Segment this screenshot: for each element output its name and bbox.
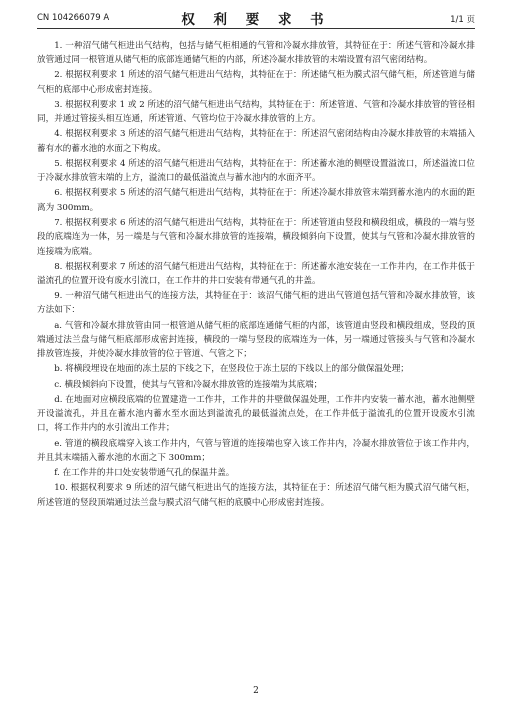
claim-9-step-d: d. 在地面对应横段底端的位置建造一工作井，工作井的井壁做保温处理，工作井内安装一蓄水池，蓄水池侧壁开设溢流孔，并且在蓄水池内蓄水至水面达到溢流孔的最低溢流点处，在工作井低于溢流孔的位置开设废水引流口，将工作井内的水引流出工作井；	[37, 394, 475, 434]
document-title: 权 利 要 求 书	[181, 12, 331, 28]
claim-9-step-f: f. 在工作井的井口处安装带通气孔的保温井盖。	[54, 468, 235, 479]
claim-10: 10. 根据权利要求 9 所述的沼气储气柜进出气的连接方法，其特征在于：所述沼气储气柜为膜式沼气储气柜，所述管道的竖段顶端通过法兰盘与膜式沼气储气柜的底膜中心形成密封连接。	[37, 483, 475, 508]
claim-9-step-c: c. 横段倾斜向下设置，使其与气管和冷凝水排放管的连接端为其底端；	[54, 379, 323, 390]
claim-1: 1. 一种沼气储气柜进出气结构，包括与储气柜相通的气管和冷凝水排放管，其特征在于：所述气管和冷凝水排放管通过同一根管道从储气柜的底部连通储气柜的内部，所述冷凝水排放管的末端设置有沼气密闭结构。	[37, 41, 475, 66]
claim-5: 5. 根据权利要求 4 所述的沼气储气柜进出气结构，其特征在于：所述蓄水池的侧壁设置溢流口，所述溢流口位于冷凝水排放管末端的上方，溢流口的最低溢流点与蓄水池内的水面齐平。	[37, 158, 475, 184]
header-rule	[37, 28, 475, 29]
claim-7: 7. 根据权利要求 6 所述的沼气储气柜进出气结构，其特征在于：所述管道由竖段和横段组成，横段的一端与竖段的底端连为一体，另一端是与气管和冷凝水排放管的连接端，横段倾斜向下设置，使其与气管和冷凝水排放管的连接端为底端。	[37, 217, 475, 257]
claim-9-step-a: a. 气管和冷凝水排放管由同一根管道从储气柜的底部连通储气柜的内部，该管道由竖段和横段组成，竖段的顶端通过法兰盘与储气柜底部形成密封连接，横段的一端与竖段的底端连为一体，另一端通过管接头与气管和冷凝水排放管连接，并使冷凝水排放管的位于管道、气管之下；	[37, 320, 475, 360]
claim-9: 9. 一种沼气储气柜进出气的连接方法，其特征在于：该沼气储气柜的进出气管道包括气管和冷凝水排放管，该方法如下：	[37, 291, 475, 316]
page-number: 2	[253, 686, 259, 696]
page-header	[37, 8, 475, 28]
claims-body	[37, 39, 475, 511]
claim-3: 3. 根据权利要求 1 或 2 所述的沼气储气柜进出气结构，其特征在于：所述管道、气管和冷凝水排放管的管径相同，并通过管接头相互连通，所述管道、气管均位于冷凝水排放管的上方。	[37, 99, 475, 125]
claim-9-step-e: e. 管道的横段底端穿入该工作井内，气管与管道的连接端也穿入该工作井内，冷凝水排放管位于该工作井内，并且其末端插入蓄水池的水面之下 300mm；	[37, 438, 475, 463]
publication-number: CN 104266079 A	[37, 13, 110, 23]
claim-6: 6. 根据权利要求 5 所述的沼气储气柜进出气结构，其特征在于：所述冷凝水排放管末端到蓄水池内的水面的距离为 300mm。	[37, 188, 475, 213]
claim-4: 4. 根据权利要求 3 所述的沼气储气柜进出气结构，其特征在于：所述沼气密闭结构由冷凝水排放管的末端插入蓄有水的蓄水池的水面之下构成。	[37, 129, 475, 154]
page-count: 1/1 页	[450, 15, 475, 25]
claim-2: 2. 根据权利要求 1 所述的沼气储气柜进出气结构，其特征在于：所述储气柜为膜式沼气储气柜，所述管道与储气柜的底部中心形成密封连接。	[37, 70, 475, 95]
claim-9-step-b: b. 将横段埋设在地面的冻土层的下线之下，在竖段位于冻土层的下线以上的部分做保温处理；	[54, 364, 409, 375]
claim-8: 8. 根据权利要求 7 所述的沼气储气柜进出气结构，其特征在于：所述蓄水池安装在一工作井内，在工作井低于溢流孔的位置开设有废水引流口，在工作井的井口安装有带通气孔的井盖。	[37, 261, 475, 286]
